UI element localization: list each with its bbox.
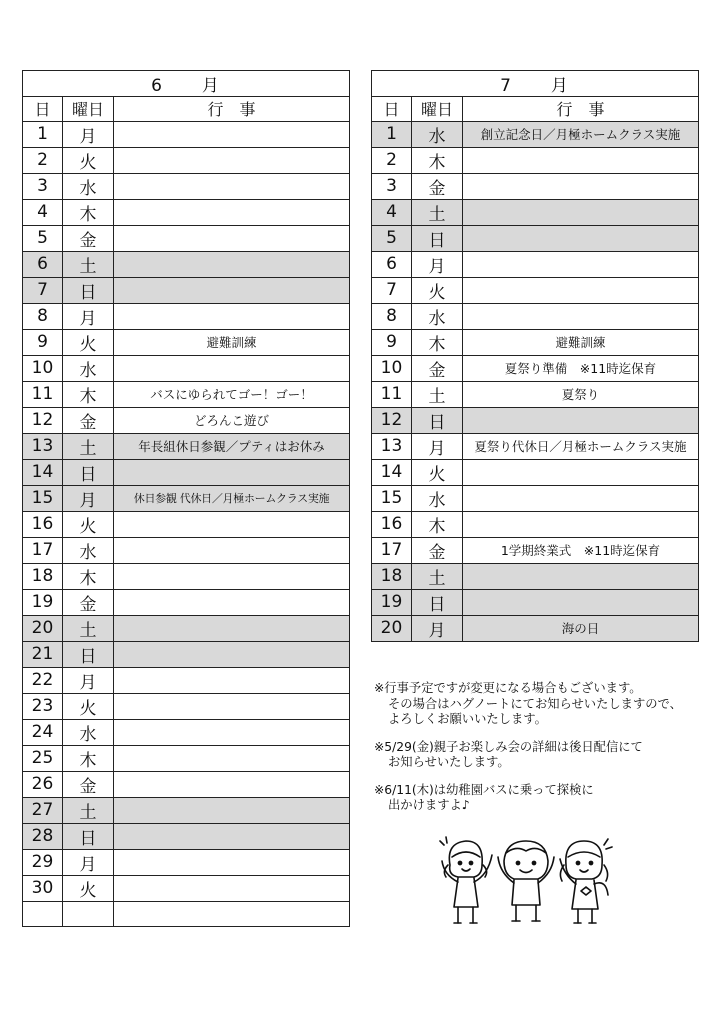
june-weekday-cell: 金 (63, 407, 114, 433)
june-weekday-cell: 木 (63, 381, 114, 407)
june-day-cell: 12 (23, 407, 63, 433)
table-row (23, 433, 350, 459)
july-calendar-table (371, 70, 699, 642)
july-weekday-cell: 水 (412, 485, 463, 511)
july-event-cell: 夏祭り (463, 381, 699, 407)
july-event-cell (463, 225, 699, 251)
june-weekday-cell: 日 (63, 823, 114, 849)
table-row (372, 459, 699, 485)
table-row (23, 771, 350, 797)
july-weekday-cell: 火 (412, 459, 463, 485)
table-row (23, 355, 350, 381)
table-row (23, 641, 350, 667)
june-event-cell (114, 563, 350, 589)
july-weekday-cell: 金 (412, 173, 463, 199)
table-row (372, 329, 699, 355)
june-event-cell (114, 173, 350, 199)
june-weekday-cell: 土 (63, 251, 114, 277)
note-parent-event (374, 740, 714, 771)
june-event-cell (114, 745, 350, 771)
june-day-cell: 26 (23, 771, 63, 797)
table-row (23, 329, 350, 355)
boy-middle-figure (498, 841, 554, 921)
note-text: その場合はハグノートにてお知らせいたしますので、 (388, 696, 682, 711)
july-weekday-cell: 土 (412, 199, 463, 225)
june-event-cell (114, 823, 350, 849)
june-day-cell: 13 (23, 433, 63, 459)
july-header-day: 日 (372, 97, 412, 122)
june-day-cell: 21 (23, 641, 63, 667)
july-title: 7 月 (372, 71, 699, 97)
table-row (23, 485, 350, 511)
july-event-cell: 創立記念日／月極ホームクラス実施 (463, 121, 699, 147)
table-row (23, 797, 350, 823)
june-day-cell: 4 (23, 199, 63, 225)
june-event-cell (114, 459, 350, 485)
july-day-cell: 13 (372, 433, 412, 459)
june-header-event: 行 事 (114, 97, 350, 122)
june-event-cell (114, 771, 350, 797)
july-weekday-cell: 月 (412, 615, 463, 641)
table-row (372, 537, 699, 563)
june-day-cell: 1 (23, 121, 63, 147)
table-row (23, 537, 350, 563)
june-day-cell: 30 (23, 875, 63, 901)
note-text: 出かけますよ♪ (388, 798, 470, 812)
june-title: 6 月 (23, 71, 350, 97)
july-day-cell: 16 (372, 511, 412, 537)
june-weekday-cell: 日 (63, 459, 114, 485)
july-weekday-cell: 月 (412, 433, 463, 459)
july-event-cell: 避難訓練 (463, 329, 699, 355)
table-row (372, 563, 699, 589)
june-weekday-cell: 木 (63, 563, 114, 589)
june-day-cell: 10 (23, 355, 63, 381)
july-day-cell: 2 (372, 147, 412, 173)
july-weekday-cell: 日 (412, 589, 463, 615)
june-weekday-cell: 金 (63, 771, 114, 797)
july-weekday-cell: 月 (412, 251, 463, 277)
children-illustration (436, 835, 616, 931)
table-row (23, 901, 350, 926)
june-day-cell: 24 (23, 719, 63, 745)
note-text: よろしくお願いいたします。 (388, 712, 547, 726)
june-event-cell (114, 251, 350, 277)
june-day-cell: 20 (23, 615, 63, 641)
june-day-cell: 2 (23, 147, 63, 173)
june-event-cell: 年長組休日参観／プティはお休み (114, 433, 350, 459)
july-day-cell: 18 (372, 563, 412, 589)
july-weekday-cell: 木 (412, 511, 463, 537)
july-day-cell: 5 (372, 225, 412, 251)
june-day-cell: 7 (23, 277, 63, 303)
note-text: お知らせいたします。 (388, 755, 510, 769)
july-event-cell (463, 589, 699, 615)
june-event-cell (114, 693, 350, 719)
june-event-cell (114, 719, 350, 745)
table-row (372, 225, 699, 251)
june-event-cell: 避難訓練 (114, 329, 350, 355)
july-day-cell: 3 (372, 173, 412, 199)
table-row (372, 277, 699, 303)
june-weekday-cell: 土 (63, 433, 114, 459)
june-weekday-cell: 金 (63, 589, 114, 615)
table-row (372, 147, 699, 173)
note-text: ※6/11(木)は幼稚園バスに乗って探検に (374, 782, 594, 797)
july-event-cell (463, 563, 699, 589)
table-row (23, 693, 350, 719)
table-row (23, 147, 350, 173)
table-row (23, 745, 350, 771)
july-event-cell (463, 459, 699, 485)
june-weekday-cell: 木 (63, 745, 114, 771)
july-weekday-cell: 木 (412, 329, 463, 355)
june-day-cell (23, 901, 63, 926)
june-day-cell: 6 (23, 251, 63, 277)
july-weekday-cell: 木 (412, 147, 463, 173)
table-row (23, 277, 350, 303)
june-header-weekday: 曜日 (63, 97, 114, 122)
notes-section (374, 681, 714, 826)
june-day-cell: 22 (23, 667, 63, 693)
table-row (372, 199, 699, 225)
july-event-cell (463, 303, 699, 329)
july-event-cell (463, 485, 699, 511)
note-text: ※行事予定ですが変更になる場合もございます。 (374, 681, 642, 695)
june-calendar-table (22, 70, 350, 927)
june-weekday-cell: 土 (63, 797, 114, 823)
june-day-cell: 16 (23, 511, 63, 537)
table-row (23, 459, 350, 485)
july-weekday-cell: 金 (412, 355, 463, 381)
june-event-cell (114, 511, 350, 537)
june-weekday-cell: 火 (63, 511, 114, 537)
july-day-cell: 4 (372, 199, 412, 225)
table-row (23, 199, 350, 225)
june-day-cell: 25 (23, 745, 63, 771)
table-row (372, 251, 699, 277)
table-row (23, 823, 350, 849)
june-weekday-cell: 火 (63, 693, 114, 719)
june-day-cell: 17 (23, 537, 63, 563)
june-weekday-cell: 土 (63, 615, 114, 641)
july-event-cell: 1学期終業式 ※11時迄保育 (463, 537, 699, 563)
june-weekday-cell: 水 (63, 173, 114, 199)
june-event-cell: 休日参観 代休日／月極ホームクラス実施 (114, 485, 350, 511)
note-bus-trip (374, 783, 714, 814)
june-weekday-cell: 月 (63, 849, 114, 875)
july-day-cell: 6 (372, 251, 412, 277)
table-row (23, 563, 350, 589)
june-event-cell (114, 355, 350, 381)
table-row (372, 355, 699, 381)
table-row (372, 121, 699, 147)
girl-left-figure (442, 841, 492, 923)
june-day-cell: 23 (23, 693, 63, 719)
june-weekday-cell: 月 (63, 121, 114, 147)
table-row (23, 121, 350, 147)
june-event-cell (114, 537, 350, 563)
table-row (23, 407, 350, 433)
note-change-notice (374, 681, 714, 728)
june-day-cell: 3 (23, 173, 63, 199)
july-weekday-cell: 水 (412, 303, 463, 329)
july-header-event: 行 事 (463, 97, 699, 122)
june-weekday-cell: 日 (63, 277, 114, 303)
july-day-cell: 9 (372, 329, 412, 355)
june-day-cell: 27 (23, 797, 63, 823)
june-day-cell: 28 (23, 823, 63, 849)
table-row (372, 511, 699, 537)
table-row (23, 849, 350, 875)
table-row (372, 173, 699, 199)
june-event-cell (114, 667, 350, 693)
july-event-cell (463, 251, 699, 277)
table-row (23, 225, 350, 251)
june-event-cell (114, 199, 350, 225)
june-day-cell: 19 (23, 589, 63, 615)
girl-right-figure (560, 841, 608, 923)
june-event-cell (114, 225, 350, 251)
june-event-cell (114, 849, 350, 875)
june-day-cell: 8 (23, 303, 63, 329)
july-event-cell (463, 173, 699, 199)
june-weekday-cell: 月 (63, 485, 114, 511)
june-weekday-cell: 水 (63, 355, 114, 381)
july-day-cell: 12 (372, 407, 412, 433)
table-row (23, 875, 350, 901)
table-row (23, 615, 350, 641)
july-header-weekday: 曜日 (412, 97, 463, 122)
july-event-cell (463, 277, 699, 303)
july-weekday-cell: 日 (412, 407, 463, 433)
june-day-cell: 9 (23, 329, 63, 355)
june-weekday-cell: 水 (63, 537, 114, 563)
june-event-cell (114, 901, 350, 926)
june-day-cell: 14 (23, 459, 63, 485)
june-event-cell (114, 277, 350, 303)
june-weekday-cell: 月 (63, 667, 114, 693)
july-weekday-cell: 土 (412, 563, 463, 589)
june-event-cell (114, 147, 350, 173)
july-event-cell: 夏祭り準備 ※11時迄保育 (463, 355, 699, 381)
june-weekday-cell: 月 (63, 303, 114, 329)
table-row (372, 407, 699, 433)
june-event-cell (114, 615, 350, 641)
june-header-day: 日 (23, 97, 63, 122)
table-row (23, 667, 350, 693)
july-day-cell: 8 (372, 303, 412, 329)
june-day-cell: 29 (23, 849, 63, 875)
june-event-cell (114, 589, 350, 615)
june-event-cell: どろんこ遊び (114, 407, 350, 433)
june-day-cell: 15 (23, 485, 63, 511)
table-row (372, 485, 699, 511)
table-row (372, 381, 699, 407)
table-row (23, 173, 350, 199)
june-event-cell (114, 641, 350, 667)
july-day-cell: 7 (372, 277, 412, 303)
june-weekday-cell: 火 (63, 329, 114, 355)
table-row (372, 303, 699, 329)
july-weekday-cell: 火 (412, 277, 463, 303)
june-event-cell (114, 121, 350, 147)
july-day-cell: 17 (372, 537, 412, 563)
june-event-cell (114, 303, 350, 329)
june-weekday-cell: 水 (63, 719, 114, 745)
july-day-cell: 14 (372, 459, 412, 485)
july-event-cell: 夏祭り代休日／月極ホームクラス実施 (463, 433, 699, 459)
july-event-cell: 海の日 (463, 615, 699, 641)
table-row (23, 511, 350, 537)
june-event-cell (114, 797, 350, 823)
july-day-cell: 20 (372, 615, 412, 641)
july-weekday-cell: 金 (412, 537, 463, 563)
june-weekday-cell: 火 (63, 875, 114, 901)
june-day-cell: 11 (23, 381, 63, 407)
table-row (372, 589, 699, 615)
july-event-cell (463, 199, 699, 225)
june-weekday-cell: 日 (63, 641, 114, 667)
july-day-cell: 15 (372, 485, 412, 511)
note-text: ※5/29(金)親子お楽しみ会の詳細は後日配信にて (374, 739, 643, 754)
june-weekday-cell: 火 (63, 147, 114, 173)
june-event-cell: バスにゆられてゴー！ゴー！ (114, 381, 350, 407)
table-row (372, 433, 699, 459)
june-weekday-cell: 金 (63, 225, 114, 251)
table-row (23, 303, 350, 329)
june-day-cell: 5 (23, 225, 63, 251)
july-event-cell (463, 407, 699, 433)
table-row (23, 251, 350, 277)
table-row (23, 719, 350, 745)
table-row (372, 615, 699, 641)
july-day-cell: 1 (372, 121, 412, 147)
july-event-cell (463, 147, 699, 173)
june-day-cell: 18 (23, 563, 63, 589)
july-weekday-cell: 日 (412, 225, 463, 251)
table-row (23, 381, 350, 407)
july-day-cell: 10 (372, 355, 412, 381)
table-row (23, 589, 350, 615)
july-day-cell: 11 (372, 381, 412, 407)
june-weekday-cell: 木 (63, 199, 114, 225)
july-day-cell: 19 (372, 589, 412, 615)
june-event-cell (114, 875, 350, 901)
july-weekday-cell: 水 (412, 121, 463, 147)
july-weekday-cell: 土 (412, 381, 463, 407)
july-event-cell (463, 511, 699, 537)
june-weekday-cell (63, 901, 114, 926)
